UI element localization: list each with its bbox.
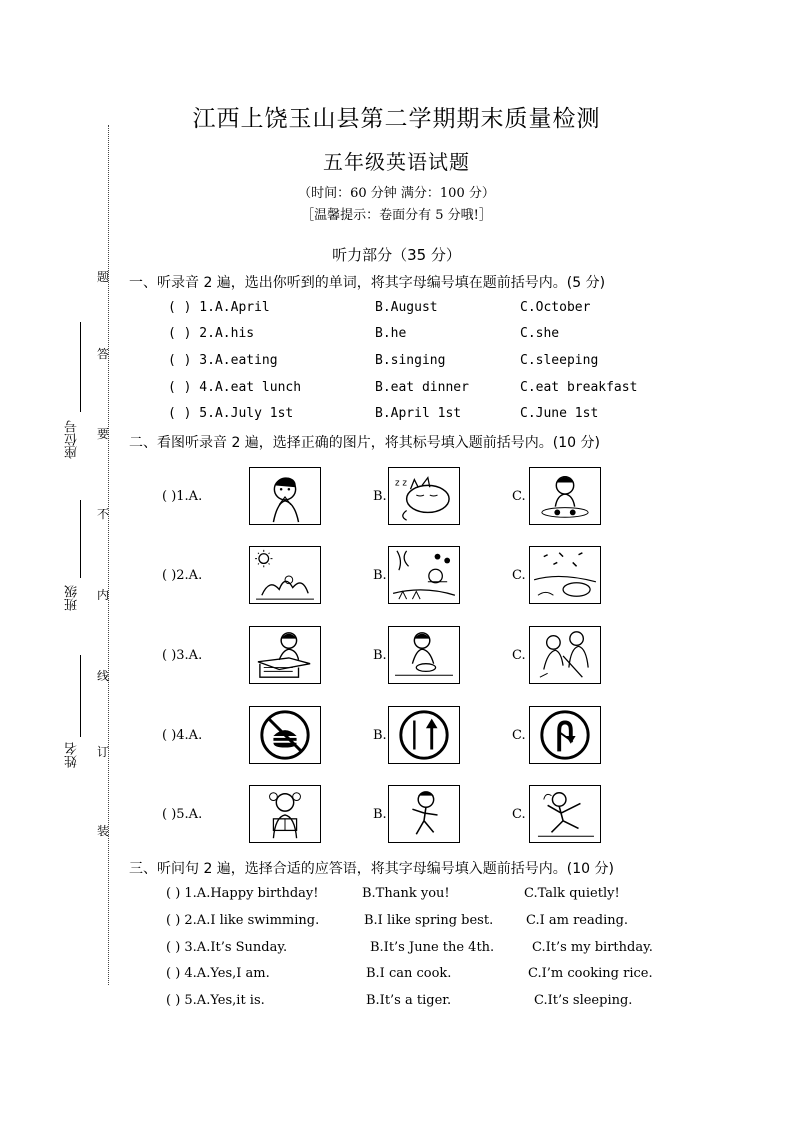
seat-number-blank[interactable] <box>80 322 81 412</box>
s1-q2[interactable]: ( ) 2.A.his <box>168 326 255 341</box>
s1-q2-c: C.she <box>520 326 560 341</box>
s2-q5-c-label: C. <box>512 807 526 822</box>
s2-q5-b-label: B. <box>373 807 387 822</box>
s1-q4-b: B.eat dinner <box>375 380 469 395</box>
binding-char-1: 题 <box>97 270 110 284</box>
binding-char-6: 线 <box>97 669 110 683</box>
s3-q2-c: C.I am reading. <box>526 913 629 928</box>
s2-q1-b-label: B. <box>373 489 387 504</box>
s2-q1[interactable]: ( )1.A. <box>162 489 203 504</box>
s1-q3-c: C.sleeping <box>520 353 599 368</box>
section2-heading: 二、看图听录音 2 遍，选择正确的图片，将其标号填入题前括号内。(10 分) <box>129 435 600 451</box>
exam-subtitle: 五年级英语试题 <box>323 150 470 174</box>
s3-q1-c: C.Talk quietly! <box>524 886 620 901</box>
s3-q1[interactable]: ( ) 1.A.Happy birthday! <box>166 886 319 901</box>
no-u-turn-sign-icon[interactable] <box>529 706 601 764</box>
s2-q5[interactable]: ( )5.A. <box>162 807 203 822</box>
binding-char-8: 装 <box>97 824 110 838</box>
svg-text:z z: z z <box>395 478 407 489</box>
s1-q3[interactable]: ( ) 3.A.eating <box>168 353 278 368</box>
one-way-sign-icon[interactable] <box>388 706 460 764</box>
girl-dancing-icon[interactable] <box>529 785 601 843</box>
section3-heading: 三、听问句 2 遍，选择合适的应答语，将其字母编号填入题前括号内。(10 分) <box>129 861 614 877</box>
s1-q1-c: C.October <box>520 300 591 315</box>
name-label: 姓名 <box>65 742 80 768</box>
s3-q4[interactable]: ( ) 4.A.Yes,I am. <box>166 966 270 981</box>
s3-q5-b: B.It’s a tiger. <box>366 993 452 1008</box>
s3-q3[interactable]: ( ) 3.A.It’s Sunday. <box>166 940 288 955</box>
s2-q3-c-label: C. <box>512 648 526 663</box>
time-info: （时间：60 分钟 满分：100 分） <box>298 186 495 201</box>
s2-q4-b-label: B. <box>373 728 387 743</box>
people-sweeping-icon[interactable] <box>529 626 601 684</box>
s1-q5[interactable]: ( ) 5.A.July 1st <box>168 406 294 421</box>
s2-q4-c-label: C. <box>512 728 526 743</box>
s3-q3-c: C.It’s my birthday. <box>532 940 653 955</box>
s1-q4-c: C.eat breakfast <box>520 380 638 395</box>
boy-at-desk-icon[interactable] <box>249 626 321 684</box>
s3-q5[interactable]: ( ) 5.A.Yes,it is. <box>166 993 265 1008</box>
class-blank[interactable] <box>80 500 81 578</box>
binding-char-5: 内 <box>97 588 110 602</box>
s1-q1-b: B.August <box>375 300 438 315</box>
s2-q2[interactable]: ( )2.A. <box>162 568 203 583</box>
s3-q2[interactable]: ( ) 2.A.I like swimming. <box>166 913 320 928</box>
class-label: 班级 <box>65 585 80 611</box>
girl-reading-icon[interactable] <box>249 785 321 843</box>
s1-q2-b: B.he <box>375 326 407 341</box>
s3-q2-b: B.I like spring best. <box>364 913 494 928</box>
s3-q4-b: B.I can cook. <box>366 966 452 981</box>
boy-at-table-icon[interactable] <box>529 467 601 525</box>
s2-q3-b-label: B. <box>373 648 387 663</box>
seat-number-label: 座位号 <box>65 420 80 459</box>
s1-q3-b: B.singing <box>375 353 446 368</box>
section1-heading: 一、听录音 2 遍，选出你听到的单词，将其字母编号填在题前括号内。(5 分) <box>129 275 606 291</box>
binding-char-3: 要 <box>97 427 110 441</box>
sun-garden-icon[interactable] <box>249 546 321 604</box>
s2-q2-b-label: B. <box>373 568 387 583</box>
s3-q3-b: B.It’s June the 4th. <box>370 940 495 955</box>
binding-char-4: 不 <box>97 507 110 521</box>
s1-q4[interactable]: ( ) 4.A.eat lunch <box>168 380 302 395</box>
insects-field-icon[interactable] <box>529 546 601 604</box>
s1-q5-b: B.April 1st <box>375 406 462 421</box>
s3-q4-c: C.I’m cooking rice. <box>528 966 653 981</box>
name-blank[interactable] <box>80 655 81 737</box>
boy-cooking-icon[interactable] <box>388 626 460 684</box>
s1-q5-c: C.June 1st <box>520 406 599 421</box>
girl-running-icon[interactable] <box>388 785 460 843</box>
sleeping-cat-icon[interactable] <box>388 467 460 525</box>
binding-char-7: 订 <box>97 745 110 759</box>
tip-text: ［温馨提示：卷面分有 5 分哦!］ <box>301 208 492 223</box>
binding-char-2: 答 <box>97 347 110 361</box>
exam-title: 江西上饶玉山县第二学期期末质量检测 <box>192 106 601 132</box>
listening-part-title: 听力部分（35 分） <box>332 246 461 264</box>
s2-q1-c-label: C. <box>512 489 526 504</box>
no-food-sign-icon[interactable] <box>249 706 321 764</box>
s3-q5-c: C.It’s sleeping. <box>534 993 633 1008</box>
snail-scene-icon[interactable] <box>388 546 460 604</box>
s2-q2-c-label: C. <box>512 568 526 583</box>
s3-q1-b: B.Thank you! <box>362 886 450 901</box>
boy-eating-icon[interactable] <box>249 467 321 525</box>
s2-q4[interactable]: ( )4.A. <box>162 728 203 743</box>
s2-q3[interactable]: ( )3.A. <box>162 648 203 663</box>
s1-q1[interactable]: ( ) 1.A.April <box>168 300 270 315</box>
